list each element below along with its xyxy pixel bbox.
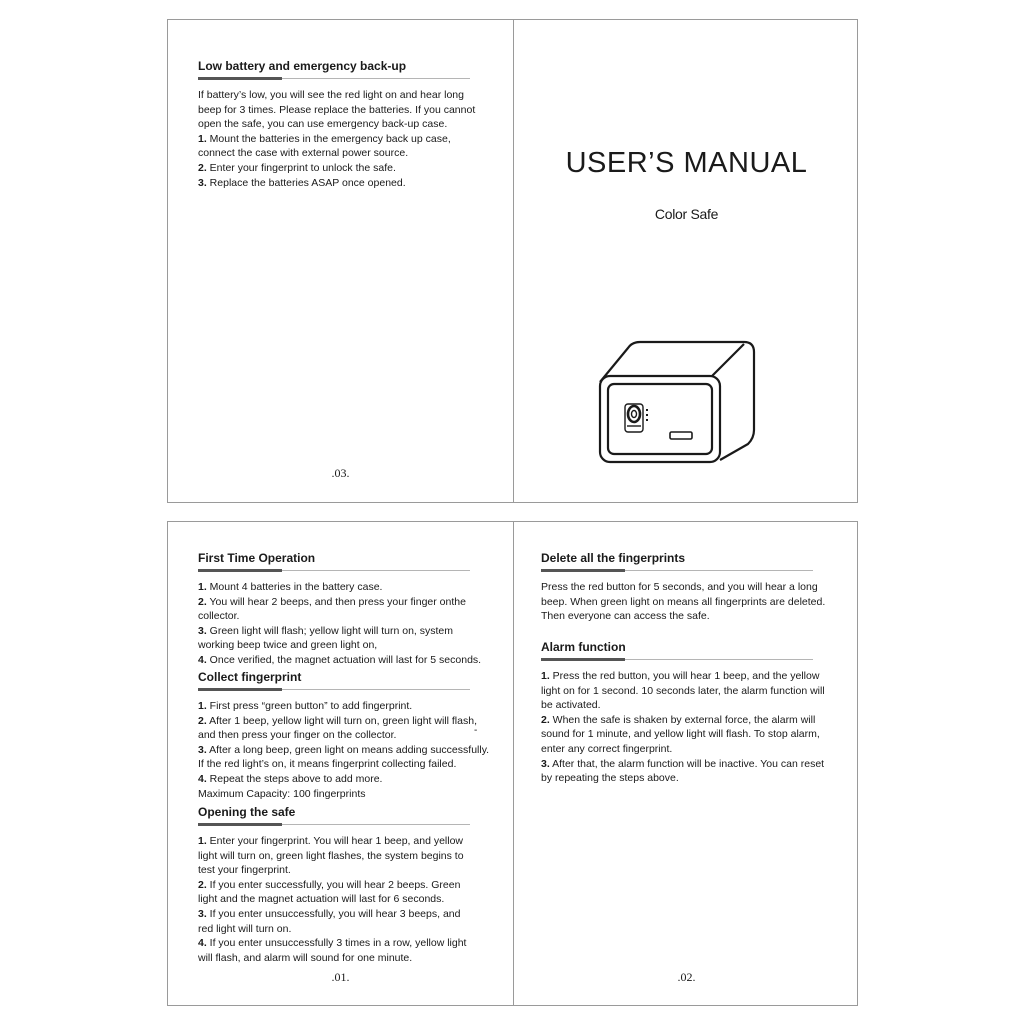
text-line: [541, 684, 846, 699]
line-text: Enter your fingerprint. You will hear 1 beep, and yellow: [206, 835, 464, 847]
text-line: [541, 771, 846, 786]
text-line: [198, 146, 503, 161]
page-1: [168, 522, 513, 1005]
text-line: [541, 698, 846, 713]
page-2: [514, 522, 859, 1005]
section-heading: Opening the safe: [198, 805, 296, 819]
text-line: [198, 757, 503, 772]
line-text: First press “green button” to add fingerprint.: [206, 700, 413, 712]
step-number: 1.: [198, 581, 207, 593]
fingerprint-reader: [625, 404, 643, 432]
text-line: [198, 103, 503, 118]
text-line: [198, 714, 503, 729]
top-sheet: [167, 19, 858, 503]
text-line: [541, 757, 846, 772]
step-number: 2.: [541, 713, 550, 726]
text-line: [198, 161, 503, 176]
heading-underline: [541, 659, 813, 660]
text-line: [198, 892, 503, 907]
line-text: If the red light’s on, it means fingerprint collecting failed.: [198, 758, 457, 771]
line-text: After that, the alarm function will be inactive. You can reset: [549, 757, 825, 770]
section-heading: Collect fingerprint: [198, 670, 302, 684]
line-text: working beep twice and green light on,: [198, 639, 378, 652]
heading-underline: [198, 689, 470, 690]
heading-underline: [198, 78, 470, 79]
heading-underline: [541, 570, 813, 571]
bottom-sheet: [167, 521, 858, 1006]
line-text: and then press your finger on the collector.: [198, 729, 397, 742]
line-text: Press the red button, you will hear 1 beep, and the yellow: [549, 670, 820, 682]
step-number: 3.: [198, 907, 207, 920]
text-line: [198, 88, 503, 103]
heading-underline: [198, 824, 470, 825]
step-number: 2.: [198, 595, 207, 608]
section-body: [198, 580, 503, 668]
line-text: light on for 1 second. 10 seconds later, the alarm function will: [541, 684, 825, 697]
section-body: [198, 699, 503, 801]
line-text: beep. When green light on means all fingerprints are deleted.: [541, 595, 826, 608]
line-text: connect the case with external power source.: [198, 147, 409, 160]
heading-underline: [198, 570, 470, 571]
line-text: If you enter unsuccessfully, you will hear 3 beeps, and: [206, 907, 461, 920]
step-number: 3.: [198, 624, 207, 637]
step-number: 3.: [198, 176, 207, 189]
section-body: [198, 88, 503, 190]
line-text: Repeat the steps above to add more.: [206, 772, 383, 785]
step-number: 1.: [198, 700, 207, 712]
text-line: [198, 595, 503, 610]
line-text: Once verified, the magnet actuation will last for 5 seconds.: [206, 653, 482, 666]
step-number: 1.: [198, 132, 207, 145]
section-body: [541, 580, 846, 624]
line-text: Replace the batteries ASAP once opened.: [206, 176, 406, 189]
line-text: Mount 4 batteries in the battery case.: [206, 581, 383, 593]
line-text: After 1 beep, yellow light will turn on, green light will flash,: [206, 714, 477, 727]
step-number: 3.: [198, 743, 207, 756]
line-text: test your fingerprint.: [198, 864, 291, 877]
section-low-battery: [198, 59, 503, 190]
text-line: [198, 834, 503, 849]
text-line: [198, 787, 503, 802]
line-text: Press the red button for 5 seconds, and you will hear a long: [541, 581, 818, 593]
section-delete-fingerprints: [541, 551, 846, 624]
text-line: [541, 713, 846, 728]
line-text: Maximum Capacity: 100 fingerprints: [198, 787, 366, 800]
text-line: [198, 638, 503, 653]
text-line: [541, 609, 846, 624]
step-number: 2.: [198, 878, 207, 891]
step-number: 2.: [198, 161, 207, 174]
section-collect-fingerprint: [198, 670, 503, 801]
step-number: 4.: [198, 937, 207, 950]
section-heading: Low battery and emergency back-up: [198, 59, 407, 73]
text-line: [198, 907, 503, 922]
line-text: You will hear 2 beeps, and then press your finger onthe: [206, 595, 466, 608]
line-text: Enter your fingerprint to unlock the safe.: [206, 161, 396, 174]
manual-title: USER’S MANUAL: [565, 147, 808, 179]
step-number: 3.: [541, 757, 550, 770]
text-line: [198, 951, 503, 966]
step-number: 4.: [198, 653, 207, 666]
section-first-time-operation: [198, 551, 503, 668]
page-number: .01.: [331, 970, 350, 984]
section-heading: First Time Operation: [198, 551, 316, 565]
line-text: light and the magnet actuation will last for 6 seconds.: [198, 893, 445, 906]
line-text: If battery’s low, you will see the red light on and hear long: [198, 89, 464, 101]
line-text: be activated.: [541, 699, 601, 712]
text-line: [541, 742, 846, 757]
section-heading: Alarm function: [541, 640, 626, 654]
line-text: After a long beep, green light on means adding successfully.: [206, 743, 490, 756]
text-line: [198, 728, 503, 743]
text-line: [541, 727, 846, 742]
step-number: 4.: [198, 772, 207, 785]
line-text: If you enter successfully, you will hear 2 beeps. Green: [206, 878, 461, 891]
text-line: [541, 595, 846, 610]
line-text: Then everyone can access the safe.: [541, 610, 710, 623]
line-text: red light will turn on.: [198, 922, 292, 935]
line-text: If you enter unsuccessfully 3 times in a row, yellow light: [206, 937, 467, 950]
line-text: collector.: [198, 610, 240, 623]
line-text: open the safe, you can use emergency back-up case.: [198, 118, 448, 131]
text-line: [198, 743, 503, 758]
line-text: enter any correct fingerprint.: [541, 742, 673, 755]
page-number: .03.: [331, 466, 350, 480]
line-text: will flash, and alarm will sound for one minute.: [198, 951, 413, 964]
text-line: [198, 922, 503, 937]
product-name: Color Safe: [654, 206, 719, 222]
text-line: [198, 117, 503, 132]
section-body: [198, 834, 503, 965]
text-line: [198, 653, 503, 668]
text-line: [541, 669, 846, 684]
page-3: [168, 20, 513, 502]
step-number: 2.: [198, 714, 207, 727]
safe-with-fingerprint-scanner-icon: [596, 338, 758, 466]
text-line: [541, 580, 846, 595]
text-line: [198, 878, 503, 893]
text-line: [198, 863, 503, 878]
stray-mark: -: [474, 725, 478, 736]
line-text: beep for 3 times. Please replace the batteries. If you cannot: [198, 103, 476, 116]
step-number: 1.: [198, 835, 207, 847]
text-line: [198, 176, 503, 191]
page-number: .02.: [677, 970, 696, 984]
text-line: [198, 624, 503, 639]
section-heading: Delete all the fingerprints: [541, 551, 686, 565]
line-text: light will turn on, green light flashes, the system begins to: [198, 849, 464, 862]
line-text: When the safe is shaken by external force, the alarm will: [549, 713, 816, 726]
text-line: [198, 609, 503, 624]
text-line: [198, 132, 503, 147]
text-line: [198, 849, 503, 864]
text-line: [198, 699, 503, 714]
line-text: Green light will flash; yellow light will turn on, system: [206, 624, 454, 637]
step-number: 1.: [541, 670, 550, 682]
text-line: [198, 580, 503, 595]
line-text: sound for 1 minute, and yellow light will flash. To stop alarm,: [541, 728, 820, 741]
line-text: by repeating the steps above.: [541, 772, 679, 785]
section-alarm-function: [541, 640, 846, 786]
section-opening-the-safe: [198, 805, 503, 965]
cover-page: [514, 20, 859, 502]
text-line: [198, 772, 503, 787]
line-text: Mount the batteries in the emergency back up case,: [206, 132, 451, 145]
text-line: [198, 936, 503, 951]
section-body: [541, 669, 846, 786]
